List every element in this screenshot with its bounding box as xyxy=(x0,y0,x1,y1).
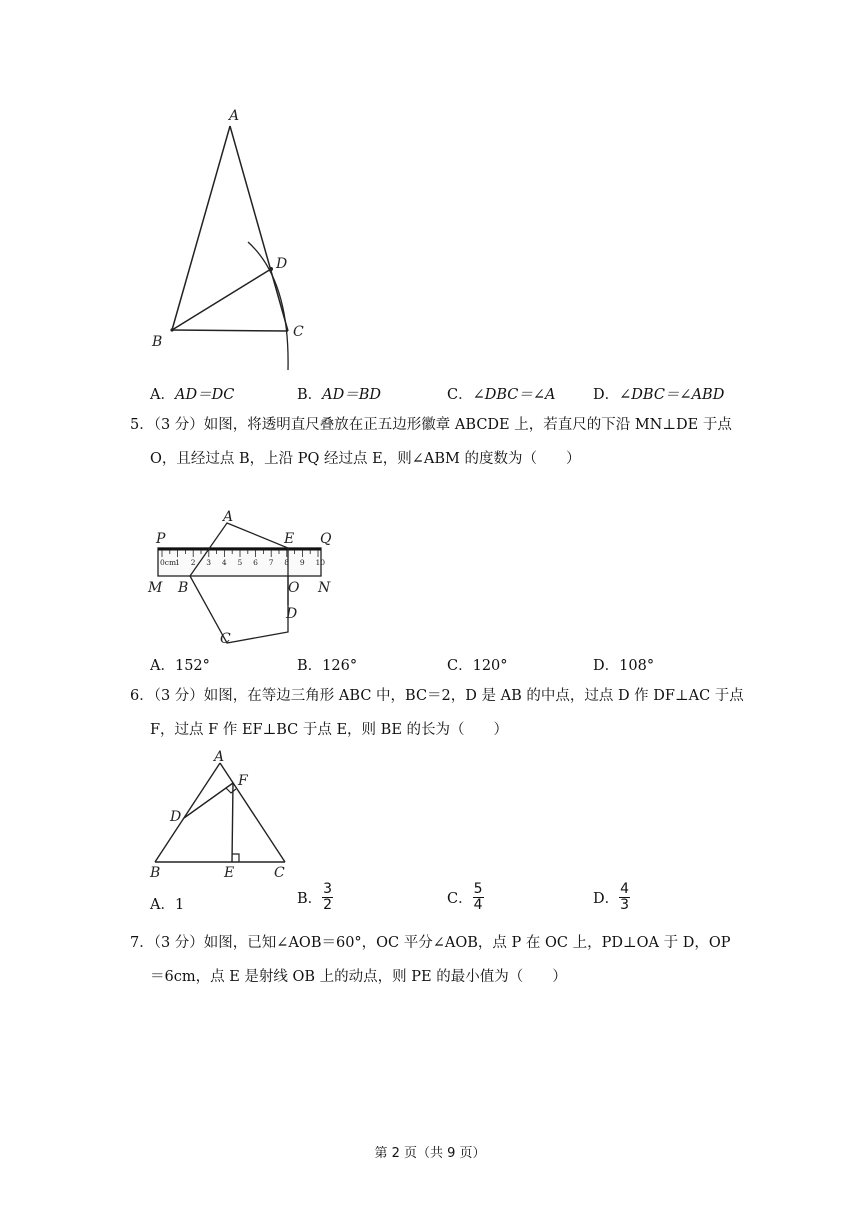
ruler-tick-label: 4 xyxy=(221,558,227,567)
q6-option-b-denominator: 2 xyxy=(323,897,333,913)
q5-stem-line1: 5．（3 分）如图，将透明直尺叠放在正五边形徽章 ABCDE 上，若直尺的下沿 MN⊥DE 于点 xyxy=(130,417,732,433)
q5-label-c: C xyxy=(220,631,231,647)
q7-stem-line1: 7．（3 分）如图，已知∠AOB＝60°，OC 平分∠AOB，点 P 在 OC 上，PD⊥OA 于 D，OP xyxy=(130,935,731,951)
q6-label-b: B xyxy=(150,865,161,880)
q6-option-d-denominator: 3 xyxy=(620,897,630,913)
ruler-tick-label: 5 xyxy=(237,558,243,567)
q7-stem-line2: ＝6cm，点 E 是射线 OB 上的动点，则 PE 的最小值为（ ） xyxy=(150,969,567,985)
q4-label-a: A xyxy=(229,108,240,124)
q5-label-a: A xyxy=(223,509,234,525)
q4-option-b: B．AD＝BD xyxy=(297,387,382,403)
q5-label-d: D xyxy=(286,606,298,622)
q4-option-c: C．∠DBC＝∠A xyxy=(447,387,556,403)
q4-label-d: D xyxy=(276,256,288,272)
q6-label-e: E xyxy=(224,865,235,880)
ruler-tick-label: 8 xyxy=(284,558,290,567)
q5-option-a: A．152° xyxy=(150,658,210,674)
q6-stem-line2: F，过点 F 作 EF⊥BC 于点 E，则 BE 的长为（ ） xyxy=(150,722,509,738)
q6-label-c: C xyxy=(274,865,285,880)
q6-option-a: A．1 xyxy=(150,897,185,913)
q5-option-c: C．120° xyxy=(447,658,508,674)
q6-label-d: D xyxy=(170,809,182,825)
q5-option-b: B．126° xyxy=(297,658,358,674)
q5-option-d: D．108° xyxy=(593,658,655,674)
ruler-tick-label: 3 xyxy=(206,558,212,567)
q6-stem-line1: 6．（3 分）如图，在等边三角形 ABC 中，BC＝2，D 是 AB 的中点，过点 D 作 DF⊥AC 于点 xyxy=(130,688,744,704)
ruler-tick-label: 1 xyxy=(175,558,180,567)
ruler-tick-label: 2 xyxy=(190,558,196,567)
q5-label-p: P xyxy=(156,531,166,547)
q6-option-c-denominator: 4 xyxy=(473,897,483,913)
q6-label-f: F xyxy=(238,773,248,789)
q6-label-a: A xyxy=(214,749,225,765)
ruler-tick-label: 6 xyxy=(253,558,258,567)
q5-label-o: O xyxy=(288,580,300,596)
q6-option-b-numerator: 3 xyxy=(323,881,333,897)
page-footer: 第 2 页（共 9 页） xyxy=(374,1146,486,1161)
q6-option-d-numerator: 4 xyxy=(620,881,630,897)
ruler-tick-label: 10 xyxy=(315,558,326,567)
q6-option-c: C． $\frac{5}{4}$ xyxy=(447,881,483,913)
q6-option-c-numerator: 5 xyxy=(473,881,483,897)
q4-option-d: D．∠DBC＝∠ABD xyxy=(593,387,725,403)
q6-option-d: D． $\frac{4}{3}$ xyxy=(593,881,630,913)
q5-stem-line2: O，且经过点 B，上沿 PQ 经过点 E，则∠ABM 的度数为（ ） xyxy=(150,451,581,467)
q4-figure xyxy=(140,100,320,380)
ruler-tick-label: 7 xyxy=(268,558,274,567)
q5-label-q: Q xyxy=(320,531,332,547)
q5-label-b: B xyxy=(178,580,189,596)
q4-option-a: A．AD＝DC xyxy=(150,387,235,403)
ruler-tick-label: 9 xyxy=(299,558,305,567)
q5-label-m: M xyxy=(148,580,163,596)
q5-figure xyxy=(140,505,360,655)
q6-figure xyxy=(140,745,300,880)
q5-label-n: N xyxy=(318,580,331,596)
q6-option-b: B． $\frac{3}{2}$ xyxy=(297,881,333,913)
ruler-tick-label: 0cm xyxy=(160,558,177,567)
q4-label-b: B xyxy=(152,334,163,350)
q5-label-e: E xyxy=(284,531,295,547)
q4-label-c: C xyxy=(293,324,304,340)
